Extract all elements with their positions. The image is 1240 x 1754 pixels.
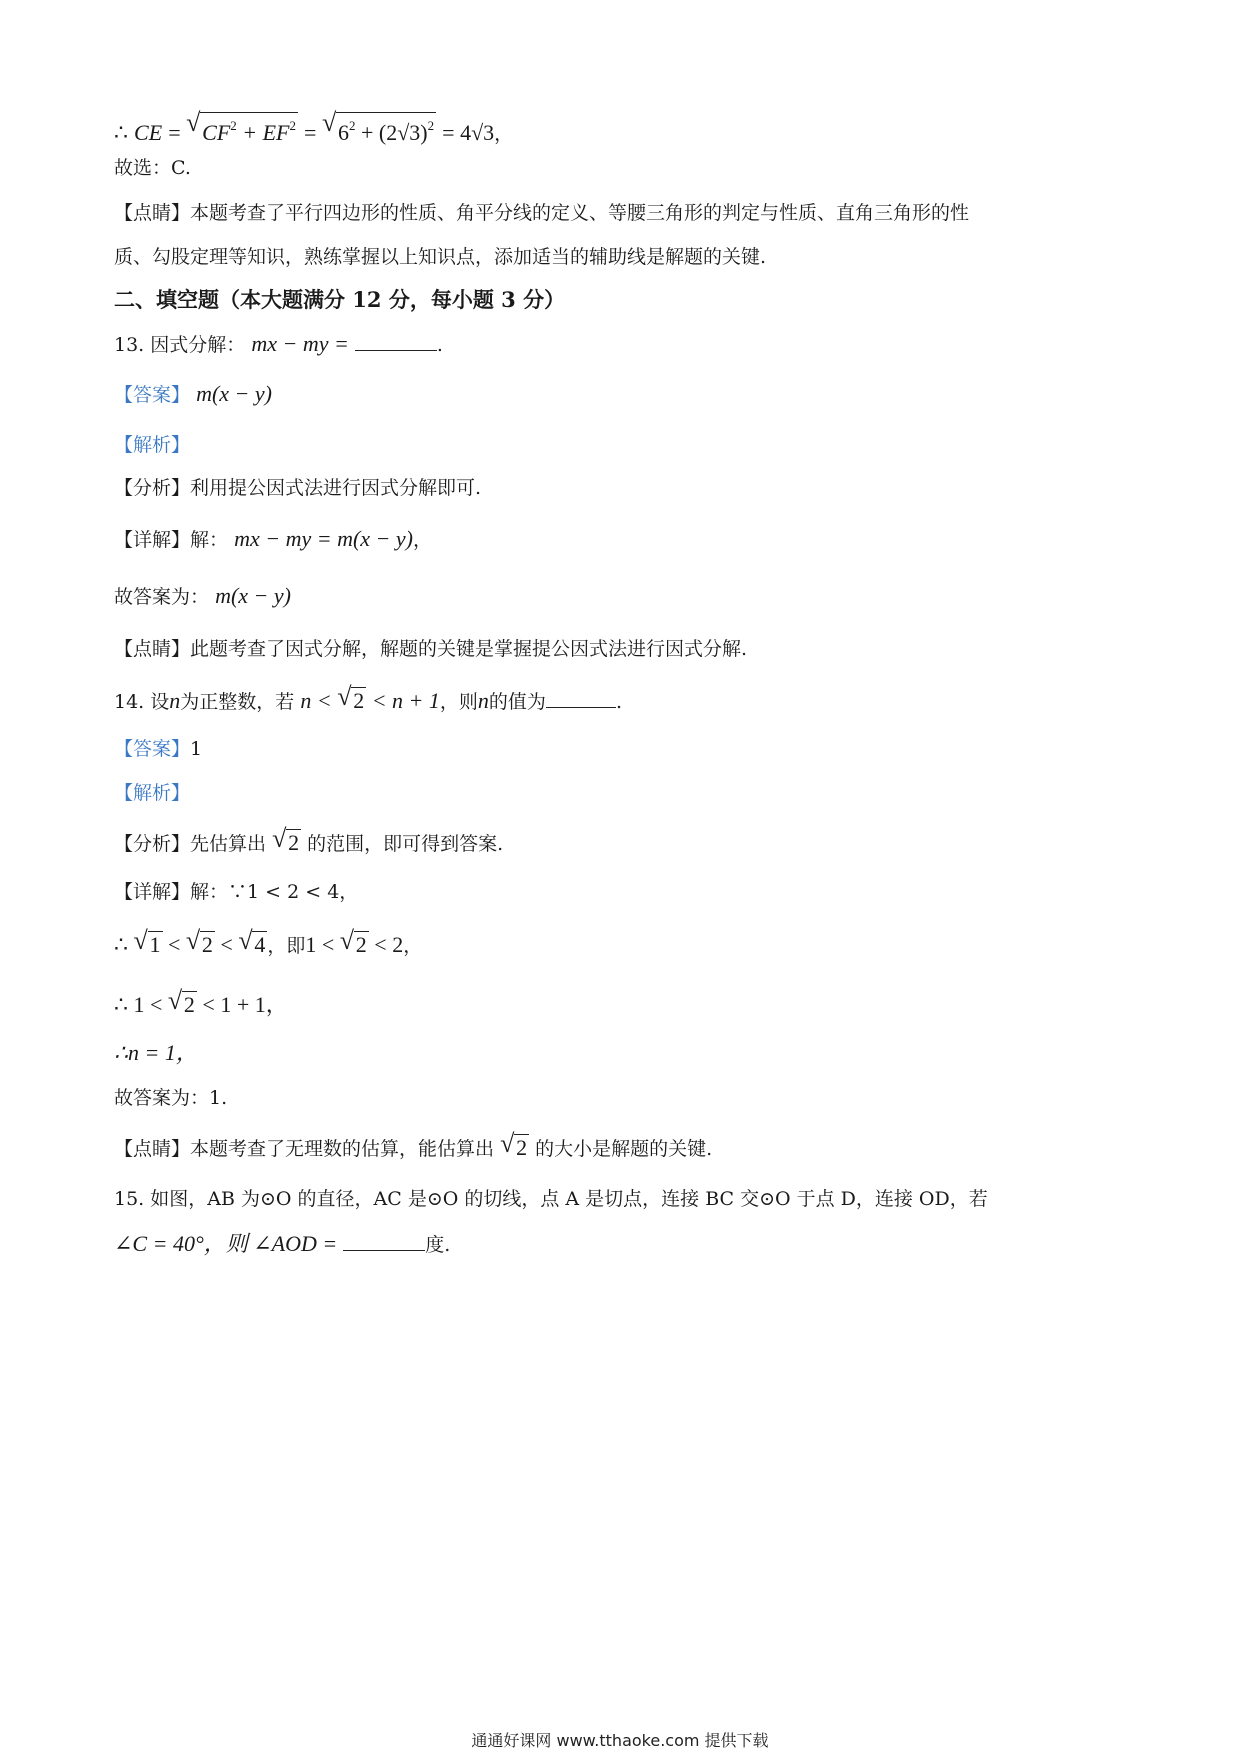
answer-tag: 【答案】 — [114, 738, 191, 760]
fenxi-text-b: 的范围，即可得到答案. — [307, 833, 504, 855]
var-n-2: n — [477, 688, 489, 713]
q14-step3: ∴n = 1， — [114, 1040, 198, 1065]
q14-final: 故答案为：1. — [114, 1087, 228, 1109]
q14-answer — [114, 734, 202, 764]
xiangjie-text: 解：∵1 < 2 < 4， — [190, 881, 359, 903]
comment-text: 此题考查了因式分解，解题的关键是掌握提公因式法进行因式分解. — [190, 638, 748, 660]
comment-text-a: 本题考查了无理数的估算，能估算出 — [190, 1138, 495, 1160]
sqrt-numeric: √ $6^2 + (2√3)^2$ — [321, 108, 435, 145]
fenxi-tag: 【分析】 — [114, 477, 191, 499]
choose-line: 故选：C. — [114, 157, 191, 179]
q14-step2: ∴ 1 < √ 2 < 1 + 1， — [114, 986, 288, 1017]
q14-fenxi: 【分析】先估算出 √ 2 的范围，即可得到答案. — [114, 824, 504, 855]
answer-blank — [343, 1228, 425, 1251]
question-number: 14. — [114, 691, 145, 713]
step1-end: ， — [403, 935, 423, 957]
q14-t3: ，则 — [439, 691, 478, 713]
comment-text-b: 的大小是解题的关键. — [535, 1138, 713, 1160]
answer-tag: 【答案】 — [114, 384, 191, 406]
q15-end: 度. — [425, 1234, 451, 1256]
question-expr: mx − my = — [251, 331, 349, 356]
fenxi-tag: 【分析】 — [114, 833, 191, 855]
ce-label: CE — [134, 120, 163, 145]
final-text: 故答案为： — [114, 586, 210, 608]
var-n: n — [169, 688, 181, 713]
question-14: 14. 设n为正整数，若 n < √ 2 < n + 1，则n的值为 . — [114, 682, 622, 713]
question-end: . — [436, 334, 443, 356]
q13-final — [114, 581, 291, 612]
comment-12-line2: 质、勾股定理等知识，熟练掌握以上知识点，添加适当的辅助线是解题的关键. — [114, 246, 767, 268]
comment-text: 本题考查了平行四边形的性质、角平分线的定义、等腰三角形的判定与性质、直角三角形的性 — [190, 202, 970, 224]
comment-tag: 【点睛】 — [114, 638, 191, 660]
question-13 — [114, 328, 443, 360]
comment-tag: 【点睛】 — [114, 1138, 191, 1160]
ce-suffix: ， — [494, 123, 514, 145]
answer-value: 1 — [190, 738, 203, 760]
comment-tag: 【点睛】 — [114, 202, 191, 224]
answer-blank — [546, 685, 616, 708]
question-number: 13. — [114, 334, 145, 356]
q14-t4: 的值为 — [488, 691, 546, 713]
xiangjie-text: 解： — [190, 529, 229, 551]
step1-mid: ，即 — [267, 935, 306, 957]
ce-equation: ∴ CE = √ $CF^2 + EF^2$ = √ $6^2 + (2√3)^2 = 4√3$， — [114, 112, 513, 149]
final-expr: m(x − y) — [215, 583, 291, 608]
therefore-symbol: ∴ — [114, 120, 128, 145]
q13-comment — [114, 634, 747, 664]
answer-value: m(x − y) — [196, 381, 272, 406]
comment-12-line1 — [114, 198, 969, 228]
page-footer: 通通好课网 www.tthaoke.com 提供下载 — [471, 1731, 769, 1750]
q14-step1: ∴ √ 1 < √ 2 < √ 4 ，即1 < √ 2 < 2， — [114, 926, 423, 957]
q14-xiangjie — [114, 877, 358, 907]
question-end: . — [615, 691, 622, 713]
xiangjie-end: ， — [413, 529, 433, 551]
question-15-line2 — [114, 1228, 450, 1260]
q13-answer — [114, 379, 272, 410]
xiangjie-tag: 【详解】 — [114, 881, 191, 903]
answer-blank — [355, 328, 437, 351]
q14-analysis-tag: 【解析】 — [114, 782, 191, 804]
section-heading: 二、填空题（本大题满分 12 分，每小题 3 分） — [114, 287, 566, 312]
question-15-line1: 15. 如图，AB 为⊙O 的直径，AC 是⊙O 的切线，点 A 是切点，连接 BC 交⊙O 于点 D，连接 OD，若 — [114, 1188, 988, 1210]
fenxi-text-a: 先估算出 — [190, 833, 267, 855]
q14-t1: 设 — [150, 691, 170, 713]
sqrt-cf-ef: √ $CF^2 + EF^2$ — [186, 108, 296, 145]
q14-comment: 【点睛】本题考查了无理数的估算，能估算出 √ 2 的大小是解题的关键. — [114, 1129, 713, 1160]
q13-fenxi — [114, 473, 481, 503]
q14-t2: 为正整数，若 — [180, 691, 295, 713]
q13-analysis-tag: 【解析】 — [114, 434, 191, 456]
q15-expr: ∠C = 40°，则 ∠AOD = — [114, 1231, 338, 1256]
xiangjie-expr: mx − my = m(x − y) — [234, 526, 413, 551]
xiangjie-tag: 【详解】 — [114, 529, 191, 551]
question-text: 因式分解： — [150, 334, 246, 356]
q13-xiangjie — [114, 524, 432, 555]
fenxi-text: 利用提公因式法进行因式分解即可. — [190, 477, 482, 499]
